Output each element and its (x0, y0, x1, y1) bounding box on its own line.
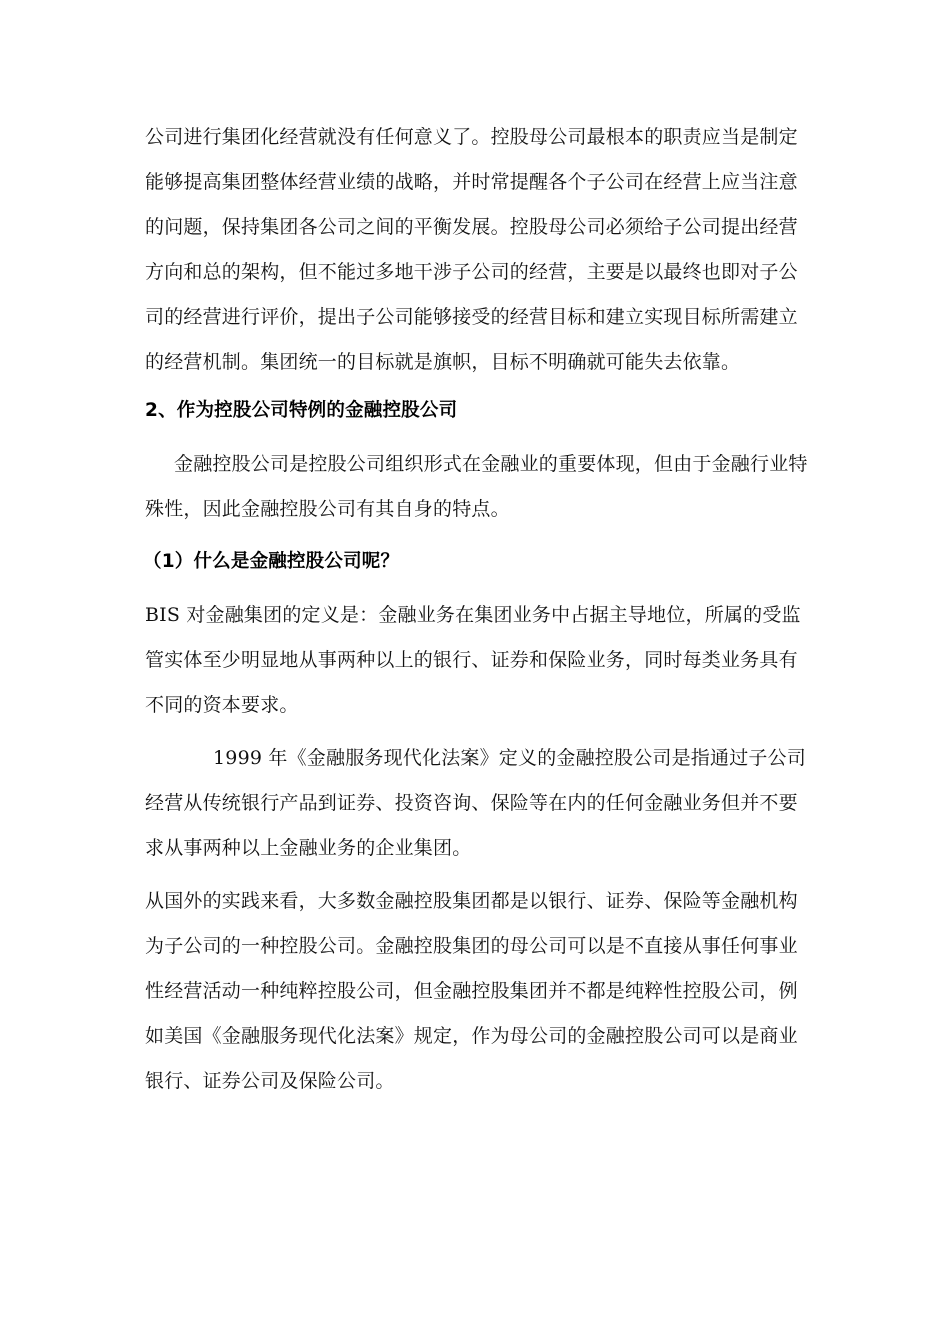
paragraph-3-line-2: 管实体至少明显地从事两种以上的银行、证券和保险业务，同时每类业务具有 (145, 649, 798, 671)
paragraph-1-line-5: 司的经营进行评价，提出子公司能够接受的经营目标和建立实现目标所需建立 (145, 306, 798, 328)
paragraph-5-line-5: 银行、证券公司及保险公司。 (145, 1070, 395, 1092)
paragraph-1-line-4: 方向和总的架构，但不能过多地干涉子公司的经营，主要是以最终也即对子公 (145, 261, 798, 283)
paragraph-1-line-3: 的问题，保持集团各公司之间的平衡发展。控股母公司必须给子公司提出经营 (145, 216, 798, 238)
paragraph-1-line-2: 能够提高集团整体经营业绩的战略，并时常提醒各个子公司在经营上应当注意 (145, 171, 798, 193)
paragraph-3-line-1: BIS 对金融集团的定义是：金融业务在集团业务中占据主导地位，所属的受监 (145, 604, 801, 626)
subsection-heading: （1）什么是金融控股公司呢？ (143, 551, 400, 572)
section-heading: 2、作为控股公司特例的金融控股公司 (145, 400, 458, 421)
paragraph-3-line-3: 不同的资本要求。 (145, 694, 299, 716)
paragraph-5-line-2: 为子公司的一种控股公司。金融控股集团的母公司可以是不直接从事任何事业 (145, 935, 798, 957)
paragraph-4-line-2: 经营从传统银行产品到证券、投资咨询、保险等在内的任何金融业务但并不要 (145, 792, 798, 814)
paragraph-1-line-1: 公司进行集团化经营就没有任何意义了。控股母公司最根本的职责应当是制定 (145, 126, 798, 148)
paragraph-5-line-1: 从国外的实践来看，大多数金融控股集团都是以银行、证券、保险等金融机构 (145, 890, 798, 912)
paragraph-5-line-3: 性经营活动一种纯粹控股公司，但金融控股集团并不都是纯粹性控股公司，例 (145, 980, 798, 1002)
paragraph-5-line-4: 如美国《金融服务现代化法案》规定，作为母公司的金融控股公司可以是商业 (145, 1025, 798, 1047)
paragraph-4-line-1: 1999 年《金融服务现代化法案》定义的金融控股公司是指通过子公司 (213, 747, 806, 769)
paragraph-2-line-2: 殊性，因此金融控股公司有其自身的特点。 (145, 498, 510, 520)
paragraph-2-line-1: 金融控股公司是控股公司组织形式在金融业的重要体现，但由于金融行业特 (174, 453, 808, 475)
paragraph-4-line-3: 求从事两种以上金融业务的企业集团。 (145, 837, 472, 859)
paragraph-1-line-6: 的经营机制。集团统一的目标就是旗帜，目标不明确就可能失去依靠。 (145, 351, 741, 373)
